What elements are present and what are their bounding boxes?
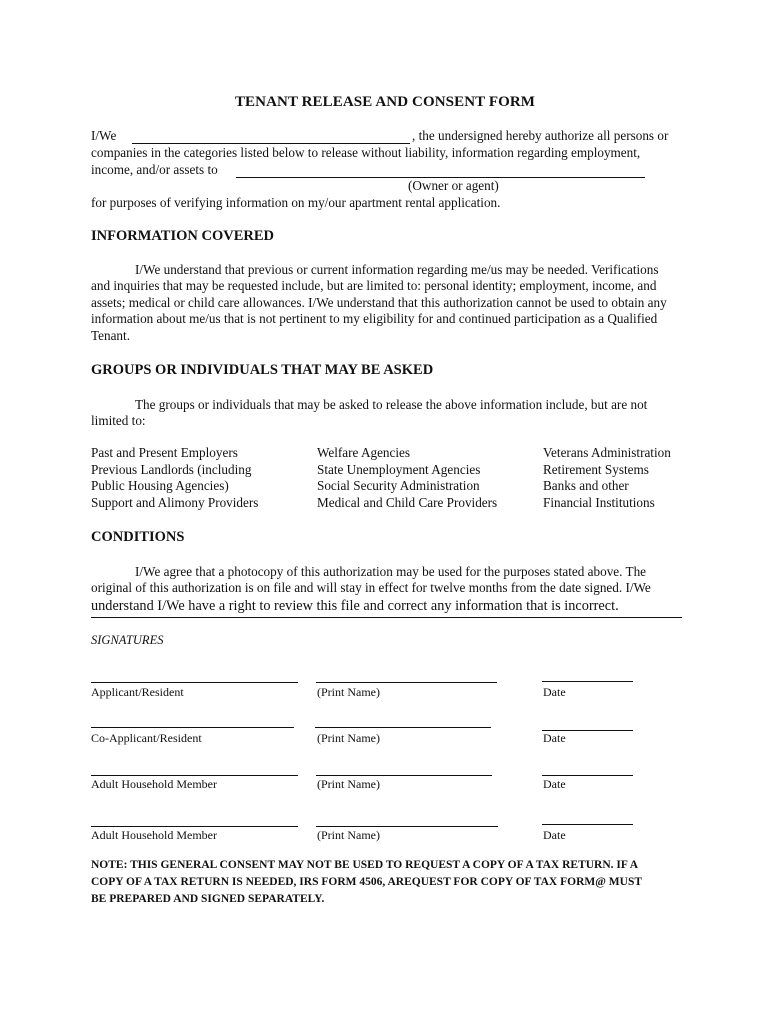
signer-label: Adult Household Member (91, 777, 217, 791)
tax-return-note (91, 857, 691, 907)
names-field[interactable] (132, 143, 410, 144)
group-item: Medical and Child Care Providers (317, 494, 498, 510)
date-label: Date (543, 731, 566, 745)
group-item: Support and Alimony Providers (91, 494, 259, 510)
groups-heading: GROUPS OR INDIVIDUALS THAT MAY BE ASKED (91, 362, 434, 378)
information-covered-heading: INFORMATION COVERED (91, 228, 274, 244)
adult-member-1-signature-field[interactable] (91, 775, 298, 776)
groups-column-3 (543, 445, 671, 511)
group-item: Welfare Agencies (317, 445, 411, 460)
conditions-rule (91, 617, 682, 618)
info-line: I/We understand that previous or current information regarding me/us may be needed. Verifications (135, 262, 659, 277)
note-line: COPY OF A TAX RETURN IS NEEDED, IRS FORM 4506, AREQUEST FOR COPY OF TAX FORM@ MUST (91, 875, 643, 888)
group-item: Financial Institutions (543, 494, 655, 510)
info-line: and inquiries that may be requested include, but are limited to: personal identity; employment, income, and (91, 278, 657, 293)
applicant-print-name-field[interactable] (316, 682, 497, 683)
intro-iwe: I/We (91, 128, 117, 143)
groups-column-1 (91, 445, 258, 511)
intro-line3: income, and/or assets to (91, 162, 218, 177)
signer-label: Co-Applicant/Resident (91, 731, 202, 745)
conditions-line: original of this authorization is on file and will stay in effect for twelve months from the date signed. I/We (91, 580, 651, 595)
group-item: Banks and other (543, 478, 629, 494)
group-item: Past and Present Employers (91, 445, 238, 460)
print-name-label: (Print Name) (317, 828, 380, 842)
signatures-heading: SIGNATURES (91, 633, 164, 647)
print-name-label: (Print Name) (317, 777, 380, 791)
intro-line4: for purposes of verifying information on my/our apartment rental application. (91, 195, 501, 210)
info-line: Tenant. (91, 328, 130, 343)
owner-agent-label: (Owner or agent) (408, 178, 499, 193)
form-title: TENANT RELEASE AND CONSENT FORM (234, 94, 536, 110)
adult-member-1-date-field[interactable] (542, 775, 633, 776)
info-line: information about me/us that is not pertinent to my eligibility for and continued participation as a Qualified (91, 311, 658, 326)
group-item: State Unemployment Agencies (317, 461, 481, 477)
group-item: Previous Landlords (including (91, 461, 252, 477)
conditions-line: understand I/We have a right to review this file and correct any information that is incorrect. (91, 598, 619, 614)
intro-line1-end: , the undersigned hereby authorize all persons or (412, 128, 669, 143)
group-item: Veterans Administration (543, 445, 671, 460)
conditions-heading: CONDITIONS (91, 529, 185, 545)
applicant-signature-field[interactable] (91, 682, 298, 683)
signer-label: Adult Household Member (91, 828, 217, 842)
print-name-label: (Print Name) (317, 685, 380, 699)
groups-line: limited to: (91, 413, 146, 428)
note-line: BE PREPARED AND SIGNED SEPARATELY. (91, 892, 325, 905)
signer-label: Applicant/Resident (91, 685, 184, 699)
date-label: Date (543, 685, 566, 699)
group-item: Social Security Administration (317, 478, 480, 494)
intro-line2: companies in the categories listed below to release without liability, information regarding employment, (91, 145, 641, 160)
adult-member-2-signature-field[interactable] (91, 826, 298, 827)
print-name-label: (Print Name) (317, 731, 380, 745)
date-label: Date (543, 777, 566, 791)
groups-line: The groups or individuals that may be asked to release the above information include, but are not (135, 397, 648, 412)
note-line: NOTE: THIS GENERAL CONSENT MAY NOT BE USED TO REQUEST A COPY OF A TAX RETURN. IF A (91, 859, 639, 871)
co-applicant-print-name-field[interactable] (315, 727, 491, 728)
groups-column-2 (317, 445, 497, 511)
adult-member-2-date-field[interactable] (542, 824, 633, 825)
group-item: Public Housing Agencies) (91, 478, 229, 494)
applicant-date-field[interactable] (542, 681, 633, 682)
co-applicant-signature-field[interactable] (91, 727, 294, 728)
adult-member-2-print-name-field[interactable] (316, 826, 498, 827)
info-line: assets; medical or child care allowances. I/We understand that this authorization cannot be used to obtain any (91, 295, 667, 310)
conditions-line: I/We agree that a photocopy of this authorization may be used for the purposes stated above. The (135, 564, 647, 579)
adult-member-1-print-name-field[interactable] (316, 775, 492, 776)
group-item: Retirement Systems (543, 461, 649, 477)
date-label: Date (543, 828, 566, 842)
